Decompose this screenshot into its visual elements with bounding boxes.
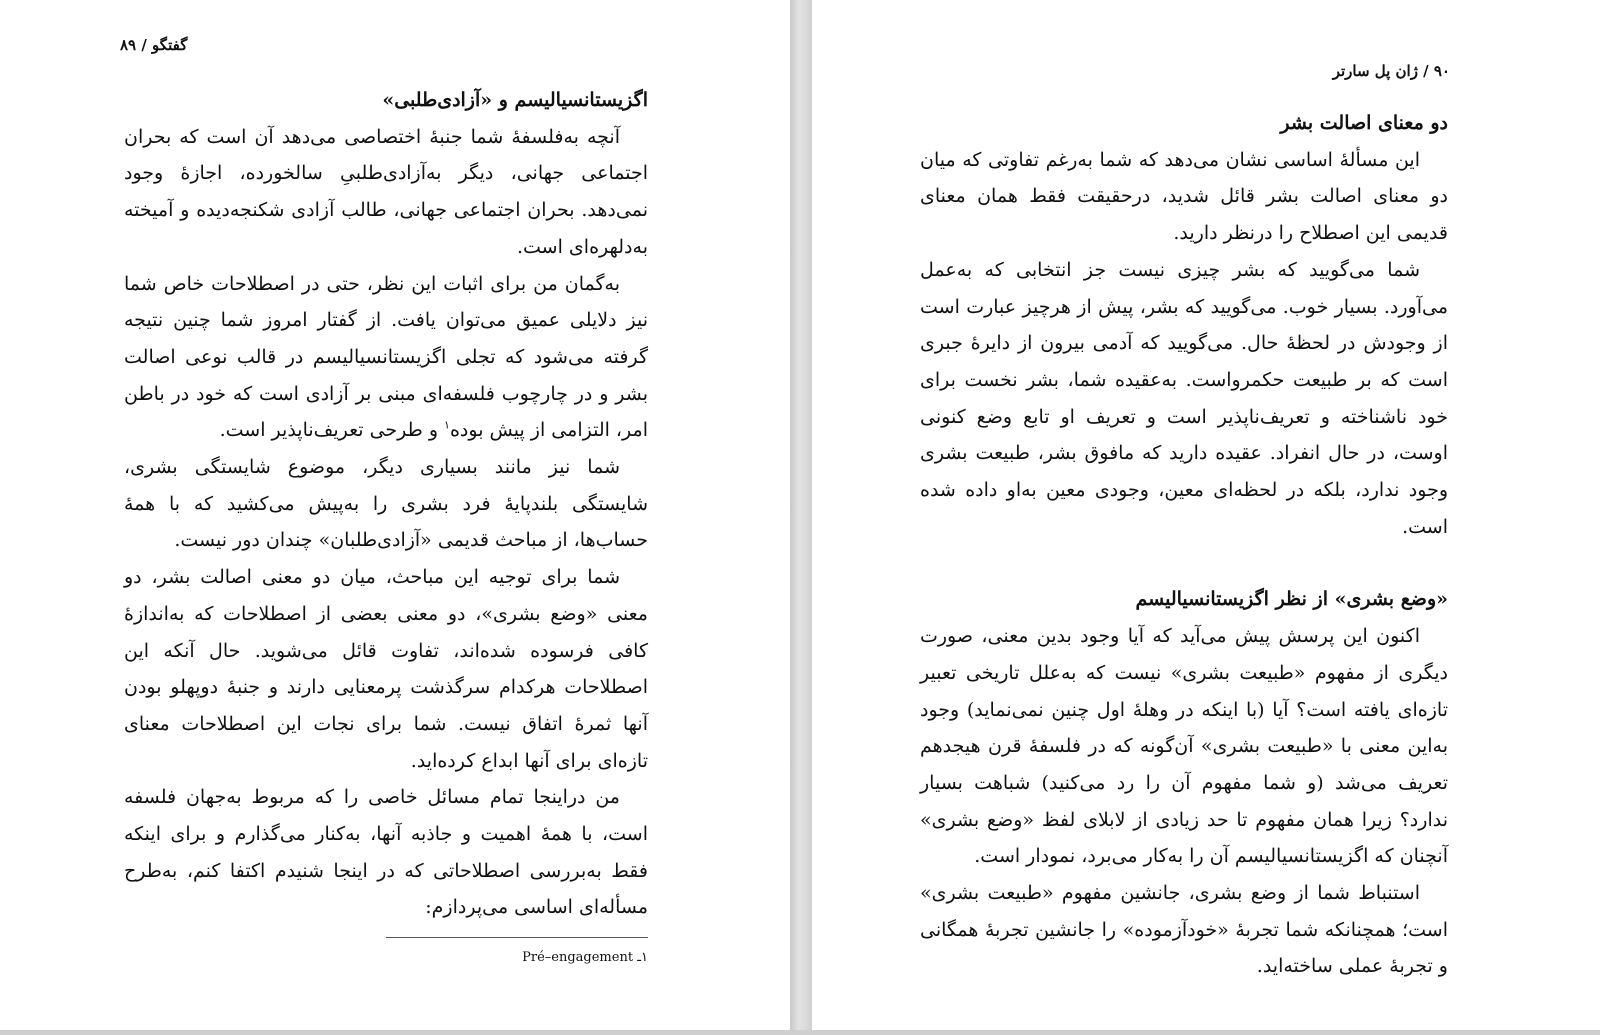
paragraph: شما نیز مانند بسیاری دیگر، موضوع شایستگی بشری، شایستگی بلندپایهٔ فرد بشری را به‌پیش می‌کشید که با همهٔ حساب‌ها، از مباحث قدیمی «آزادی‌طلبان» چندان دور نیست. <box>124 456 648 552</box>
viewer-bottom-edge <box>0 1030 1600 1035</box>
paragraph: شما برای توجیه این مباحث، میان دو معنی اصالت بشر، دو معنی «وضع بشری»، دو معنی بعضی از اصطلاحات که به‌اندازهٔ کافی فرسوده شده‌اند، تفاوت قائل می‌شوید. حال آنکه این اصطلاحات هرکدام سرگذشت پرمعنایی دارند و جنبهٔ دوپهلو بودن آنها ثمرهٔ اتفاق نیست. شما برای نجات این اصطلاحات معنای تازه‌ای برای آنها ابداع کرده‌اید. <box>124 566 648 772</box>
section-heading: دو معنای اصالت بشر <box>1280 112 1448 134</box>
footnote <box>386 950 648 965</box>
section-spacer <box>920 545 1448 581</box>
paragraph: شما می‌گویید که بشر چیزی نیست جز انتخابی که به‌عمل می‌آورد. بسیار خوب. می‌گویید که بشر، پیش از هرچیز عبارت است از وجودش در لحظهٔ حال. می‌گویید که آدمی بیرون از دایرهٔ جبری است که بر طبیعت حکمرواست. به‌عقیده شما، بشر نخست برای خود ناشناخته و تعریف‌ناپذیر است و تعریف او تابع وضع کنونی اوست، در حال انفراد. عقیده دارید که مافوق بشر، طبیعت بشری وجود ندارد، بلکه در لحظه‌ای معین، وجودی معین به‌او داده شده است. <box>920 258 1448 538</box>
paragraph: این مسألهٔ اساسی نشان می‌دهد که شما به‌رغم تفاوتی که میان دو معنای اصالت بشر قائل شدید، درحقیقت فقط همان معنای قدیمی این اصطلاح را درنظر دارید. <box>920 148 1448 245</box>
section-heading: اگزیستانسیالیسم و «آزادی‌طلبی» <box>382 89 648 111</box>
running-head-left: گفتگو / ۸۹ <box>120 36 188 54</box>
section-heading: «وضع بشری» از نظر اگزیستانسیالیسم <box>1135 588 1448 611</box>
page-89 <box>0 0 790 1030</box>
paragraph: استنباط شما از وضع بشری، جانشین مفهوم «طبیعت بشری» است؛ همچنانکه شما تجربهٔ «خودآزموده» را جانشین تجربهٔ همگانی و تجربهٔ عملی ساخته‌اید. <box>920 882 1448 978</box>
footnote-number: ۱ـ <box>637 950 648 965</box>
paragraph: آنچه به‌فلسفهٔ شما جنبهٔ اختصاصی می‌دهد آن است که بحران اجتماعی جهانی، دیگر به‌آزادی‌طلبیِ سالخورده، اجازهٔ وجود نمی‌دهد. بحران اجتماعی جهانی، طالب آزادی شکنجه‌دیده و آمیخته به‌دلهره‌ای است. <box>124 125 648 258</box>
paragraph: اکنون این پرسش پیش می‌آید که آیا وجود بدین معنی، صورت دیگری از مفهوم «طبیعت بشری» نیست که به‌علل تاریخی تعبیر تازه‌ای یافته است؟ آیا (با اینکه در وهلهٔ اول چنین نمی‌نماید) وجود به‌این معنی با «طبیعت بشری» آن‌گونه که در فلسفهٔ قرن هیجدهم تعریف می‌شد (و شما مفهوم آن را رد می‌کنید) شباهت بسیار ندارد؟ زیرا همان مفهوم تا حد زیادی از لابلای لفظ «وضع بشری» آنچنان که اگزیستانسیالیسم آن را به‌کار می‌برد، نمودار است. <box>920 625 1448 868</box>
footnote-reference[interactable]: ۱ <box>444 419 450 432</box>
running-head-right: ۹۰ / ژان پل سارتر <box>1332 62 1450 80</box>
page-gutter <box>790 0 812 1035</box>
footnote-text: Pré–engagement <box>522 950 634 965</box>
right-page-text <box>920 105 1448 985</box>
footnote-divider <box>386 937 648 938</box>
paragraph-text: به‌گمان من برای اثبات این نظر، حتی در اصطلاحات خاص شما نیز دلایلی عمیق می‌توان یافت. از گفتار امروز شما چنین نتیجه گرفته می‌شود که تجلی اگزیستانسیالیسم در قالب نوعی اصالت بشر و در چارچوب فلسفه‌ای مبنی بر آزادی است که خود در باطن امر، التزامی از پیش بوده <box>124 272 648 442</box>
paragraph <box>124 266 648 450</box>
paragraph: من دراینجا تمام مسائل خاصی را که مربوط به‌جهان فلسفه است، با همهٔ اهمیت و جاذبه آنها، به‌کنار می‌گذارم و برای اینکه فقط به‌بررسی اصطلاحاتی که در اینجا شنیدم اکتفا کنم، به‌طرح مسأله‌ای اساسی می‌پردازم: <box>124 786 648 919</box>
paragraph-continuation: و طرحی تعریف‌ناپذیر است. <box>219 419 438 442</box>
left-page-text <box>124 82 648 926</box>
